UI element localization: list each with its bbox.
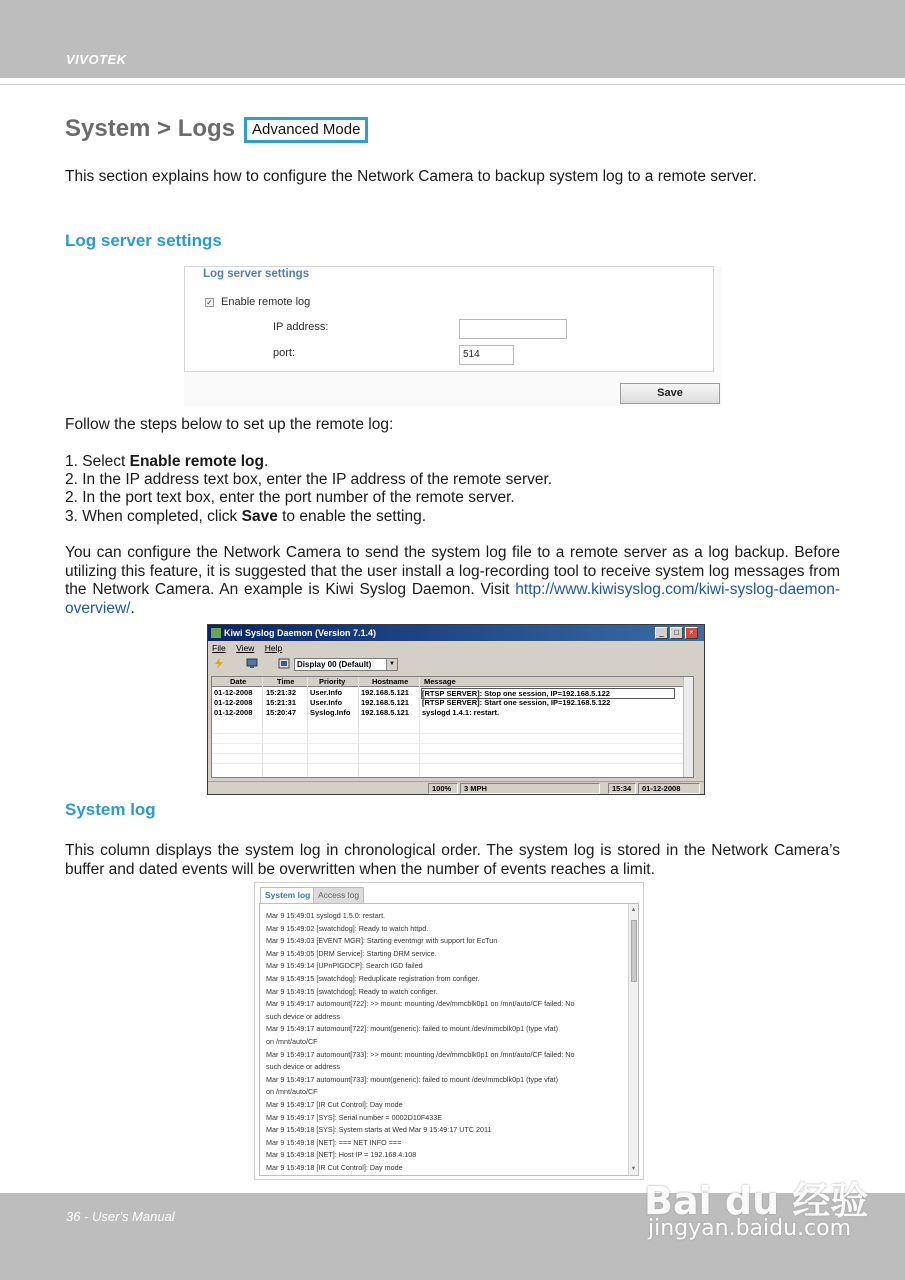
intro-paragraph: This section explains how to configure the Network Camera to backup system log to a remote server. — [65, 168, 757, 185]
log-line: Mar 9 15:49:18 [NET]: Host IP = 192.168.4.108 — [266, 1150, 417, 1160]
log-line: Mar 9 15:49:03 [EVENT MGR]: Starting eventmgr with support for EcTun — [266, 936, 498, 946]
status-rate: 3 MPH — [460, 783, 600, 794]
baidu-watermark — [640, 1140, 870, 1250]
system-log-paragraph: This column displays the system log in chronological order. The system log is stored in the Network Camera’s buffer and dated events will be overwritten when the number of events reaches a limit. — [65, 842, 840, 878]
step-1: 1. Select Enable remote log. — [65, 453, 269, 470]
log-line: Mar 9 15:49:17 automount[733]: >> mount: mounting /dev/mmcblk0p1 on /mnt/auto/CF failed: No — [266, 1049, 575, 1059]
page-number: 36 - User's Manual — [66, 1209, 175, 1224]
step-3: 2. In the port text box, enter the port number of the remote server. — [65, 489, 515, 507]
log-scrollbar[interactable] — [628, 904, 638, 1175]
log-line: Mar 9 15:49:05 [DRM Service]: Starting DRM service. — [266, 948, 437, 958]
steps-intro: Follow the steps below to set up the remote log: — [65, 416, 394, 433]
col-date: Date — [230, 677, 247, 686]
col-message: Message — [424, 677, 456, 686]
steps-list — [65, 453, 552, 526]
log-line: Mar 9 15:49:15 [swatchdog]: Ready to watch configer. — [266, 986, 438, 996]
scroll-thumb[interactable] — [631, 920, 637, 982]
tab-access-log[interactable]: Access log — [313, 887, 364, 903]
menu-bar — [212, 643, 290, 653]
ip-address-input[interactable] — [459, 319, 567, 339]
status-time: 15:34 — [608, 783, 636, 794]
tab-system-log[interactable]: System log — [260, 887, 315, 903]
watermark-url: jingyan.baidu.com — [648, 1216, 852, 1241]
log-line: on /mnt/auto/CF — [266, 1036, 318, 1046]
port-label: port: — [273, 347, 296, 359]
mode-badge: Advanced Mode — [244, 117, 368, 143]
log-line: Mar 9 15:49:17 automount[733]: mount(generic): failed to mount /dev/mmcblk0p1 (type vfat) — [266, 1074, 559, 1084]
log-line: Mar 9 15:49:15 [swatchdog]: Reduplicate registration from configer. — [266, 973, 480, 983]
log-line: Mar 9 15:49:14 [UPnPIGDCP]: Search IGD failed — [266, 961, 423, 971]
log-line: Mar 9 15:49:18 [NET]: === NET INFO === — [266, 1137, 402, 1147]
log-line: Mar 9 15:49:17 automount[722]: mount(generic): failed to mount /dev/mmcblk0p1 (type vfat) — [266, 1024, 559, 1034]
status-bar — [208, 781, 704, 794]
minimize-icon[interactable]: _ — [655, 627, 668, 639]
panel-title: Log server settings — [203, 268, 310, 280]
log-line: Mar 9 15:49:18 [IR Cut Control]: Day mode — [266, 1162, 403, 1172]
page-title: System > Logs — [65, 115, 236, 142]
kiwi-syslog-window — [207, 624, 705, 795]
header-bar — [0, 0, 905, 78]
section-heading-log-server: Log server settings — [65, 231, 222, 250]
section-heading-system-log: System log — [65, 800, 156, 819]
chevron-down-icon: ▼ — [386, 659, 397, 670]
col-time: Time — [277, 677, 295, 686]
log-server-settings-box — [184, 266, 714, 372]
enable-remote-log-checkbox[interactable]: ✓ — [206, 298, 213, 307]
window-title: Kiwi Syslog Daemon (Version 7.1.4) — [208, 625, 704, 641]
display-select[interactable]: Display 00 (Default) ▼ — [294, 658, 398, 671]
app-icon — [211, 628, 221, 638]
menu-file[interactable]: File — [212, 643, 226, 653]
vertical-scrollbar[interactable] — [683, 677, 693, 777]
scroll-up-icon[interactable]: ▲ — [630, 907, 637, 913]
kiwi-paragraph: You can configure the Network Camera to send the system log file to a remote server as a log backup. Before utilizing this feature, it is suggested that the user install a log-recording tool to receive system log messages from the Network Camera. An example is Kiwi Syslog Daemon. Visit http://www.kiwisyslog.com/kiwi-syslog-daemon-overview/. — [65, 544, 840, 617]
save-button[interactable]: Save — [620, 383, 720, 404]
system-log-panel — [254, 882, 644, 1180]
log-line: on /mnt/auto/CF — [266, 1087, 318, 1097]
col-hostname: Hostname — [372, 677, 409, 686]
log-lines — [266, 910, 616, 1174]
menu-help[interactable]: Help — [264, 643, 283, 653]
status-date: 01-12-2008 — [638, 783, 700, 794]
system-log-textarea[interactable] — [259, 903, 639, 1176]
log-line: such device or address — [266, 1011, 340, 1021]
enable-remote-log-label: Enable remote log — [221, 296, 311, 308]
maximize-icon[interactable]: □ — [670, 627, 683, 639]
ip-address-label: IP address: — [273, 321, 329, 333]
close-icon[interactable]: × — [685, 627, 698, 639]
kiwi-link[interactable]: http://www.kiwisyslog.com/kiwi-syslog-daemon-overview/ — [65, 581, 840, 617]
port-input[interactable]: 514 — [459, 345, 514, 365]
log-line: Mar 9 15:49:17 [IR Cut Control]: Day mode — [266, 1099, 403, 1109]
step-2: 2. In the IP address text box, enter the IP address of the remote server. — [65, 471, 553, 489]
log-line: Mar 9 15:49:17 automount[722]: >> mount: mounting /dev/mmcblk0p1 on /mnt/auto/CF failed: No — [266, 999, 575, 1009]
lightning-icon[interactable] — [213, 658, 225, 669]
step-4: 3. When completed, click Save to enable the setting. — [65, 507, 427, 525]
monitor-icon[interactable] — [246, 658, 258, 669]
grid-header — [212, 677, 693, 687]
log-line: Mar 9 15:49:18 [SYS]: System starts at Wed Mar 9 15:49:17 UTC 2011 — [266, 1125, 492, 1135]
log-line: Mar 9 15:49:17 [SYS]: Serial number = 0002D10F433E — [266, 1112, 442, 1122]
log-line: such device or address — [266, 1062, 340, 1072]
message-grid: Date Time Priority Hostname Message 01-12-2008 15:21:32 User.Info 192.168.5.121 [RTSP SERVER]: Stop one session, IP=192.168.5.122 01-12-2008 15:21:31 User.Info 192.168.5.121 [RTSP SERVER]: Start one session, IP=192.168.5.122 01-12-2008 15:20:47 Syslog.Info 192.168.5.121 syslogd 1.4.1: restart. — [211, 676, 694, 778]
log-line: Mar 9 15:49:01 syslogd 1.5.0: restart. — [266, 911, 386, 920]
log-line: Mar 9 15:49:02 [swatchdog]: Ready to watch httpd. — [266, 923, 429, 933]
watermark-logo: Bai du 经验 — [644, 1179, 869, 1223]
col-priority: Priority — [319, 677, 346, 686]
header-divider — [0, 84, 905, 85]
menu-view[interactable]: View — [236, 643, 255, 653]
brand-logo: VIVOTEK — [66, 52, 127, 67]
log-server-settings-panel — [184, 266, 722, 406]
scroll-down-icon[interactable]: ▼ — [630, 1166, 637, 1172]
display-icon[interactable] — [278, 658, 290, 669]
status-percent: 100% — [428, 783, 458, 794]
